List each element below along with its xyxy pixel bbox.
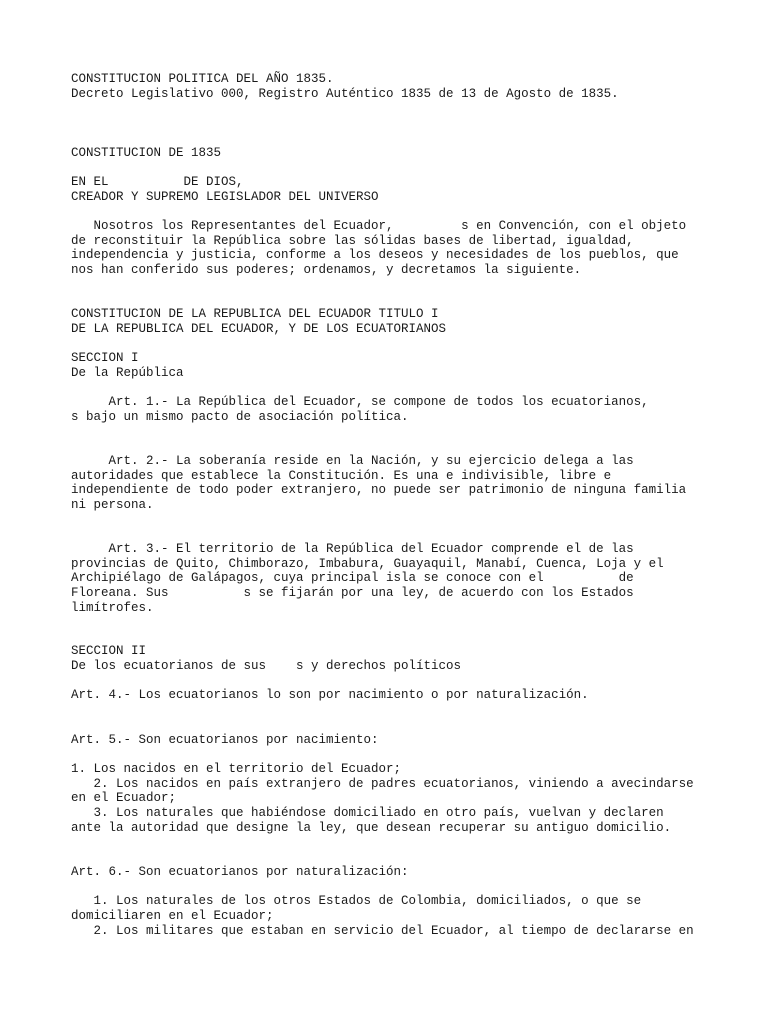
article-line: s bajo un mismo pacto de asociación política. bbox=[71, 410, 409, 424]
article-line: Archipiélago de Galápagos, cuya principal isla se conoce con el de bbox=[71, 571, 634, 585]
document-title: CONSTITUCION POLITICA DEL AÑO 1835. bbox=[71, 72, 334, 86]
article-line: Art. 3.- El territorio de la República del Ecuador comprende el de las bbox=[71, 542, 634, 556]
article-line: independiente de todo poder extranjero, no puede ser patrimonio de ninguna familia bbox=[71, 483, 687, 497]
article-line: limítrofes. bbox=[71, 601, 154, 615]
list-item-line: 2. Los militares que estaban en servicio del Ecuador, al tiempo de declararse en bbox=[71, 924, 694, 938]
article-line: Art. 1.- La República del Ecuador, se compone de todos los ecuatorianos, bbox=[71, 395, 649, 409]
invocation-line: CREADOR Y SUPREMO LEGISLADOR DEL UNIVERSO bbox=[71, 190, 379, 204]
article-line: Art. 6.- Son ecuatorianos por naturalización: bbox=[71, 865, 409, 879]
list-item-line: 1. Los naturales de los otros Estados de Colombia, domiciliados, o que se bbox=[71, 894, 642, 908]
list-item-line: en el Ecuador; bbox=[71, 791, 177, 805]
preamble-line: Nosotros los Representantes del Ecuador, s en Convención, con el objeto bbox=[71, 219, 687, 233]
list-item-line: 3. Los naturales que habiéndose domiciliado en otro país, vuelvan y declaren bbox=[71, 806, 664, 820]
article-line: provincias de Quito, Chimborazo, Imbabura, Guayaquil, Manabí, Cuenca, Loja y el bbox=[71, 557, 664, 571]
list-item-line: ante la autoridad que designe la ley, que desean recuperar su antiguo domicilio. bbox=[71, 821, 672, 835]
article-line: ni persona. bbox=[71, 498, 154, 512]
invocation-line: EN EL DE DIOS, bbox=[71, 175, 244, 189]
section-heading: SECCION I bbox=[71, 351, 139, 365]
title-subheading: DE LA REPUBLICA DEL ECUADOR, Y DE LOS ECUATORIANOS bbox=[71, 322, 447, 336]
list-item-line: domiciliaren en el Ecuador; bbox=[71, 909, 274, 923]
article-line: Art. 5.- Son ecuatorianos por nacimiento: bbox=[71, 733, 379, 747]
decree-reference: Decreto Legislativo 000, Registro Auténtico 1835 de 13 de Agosto de 1835. bbox=[71, 87, 619, 101]
article-line: autoridades que establece la Constitución. Es una e indivisible, libre e bbox=[71, 469, 612, 483]
preamble-line: nos han conferido sus poderes; ordenamos, y decretamos la siguiente. bbox=[71, 263, 582, 277]
preamble-line: de reconstituir la República sobre las sólidas bases de libertad, igualdad, bbox=[71, 234, 634, 248]
article-line: Art. 4.- Los ecuatorianos lo son por nacimiento o por naturalización. bbox=[71, 688, 589, 702]
section-subheading: De la República bbox=[71, 366, 184, 380]
list-item-line: 2. Los nacidos en país extranjero de padres ecuatorianos, viniendo a avecindarse bbox=[71, 777, 694, 791]
section-subheading: De los ecuatorianos de sus s y derechos políticos bbox=[71, 659, 462, 673]
constitution-heading: CONSTITUCION DE 1835 bbox=[71, 146, 222, 160]
list-item-line: 1. Los nacidos en el territorio del Ecuador; bbox=[71, 762, 402, 776]
preamble-line: independencia y justicia, conforme a los deseos y necesidades de los pueblos, que bbox=[71, 248, 679, 262]
section-heading: SECCION II bbox=[71, 644, 147, 658]
title-heading: CONSTITUCION DE LA REPUBLICA DEL ECUADOR TITULO I bbox=[71, 307, 439, 321]
article-line: Floreana. Sus s se fijarán por una ley, de acuerdo con los Estados bbox=[71, 586, 634, 600]
article-line: Art. 2.- La soberanía reside en la Nación, y su ejercicio delega a las bbox=[71, 454, 634, 468]
